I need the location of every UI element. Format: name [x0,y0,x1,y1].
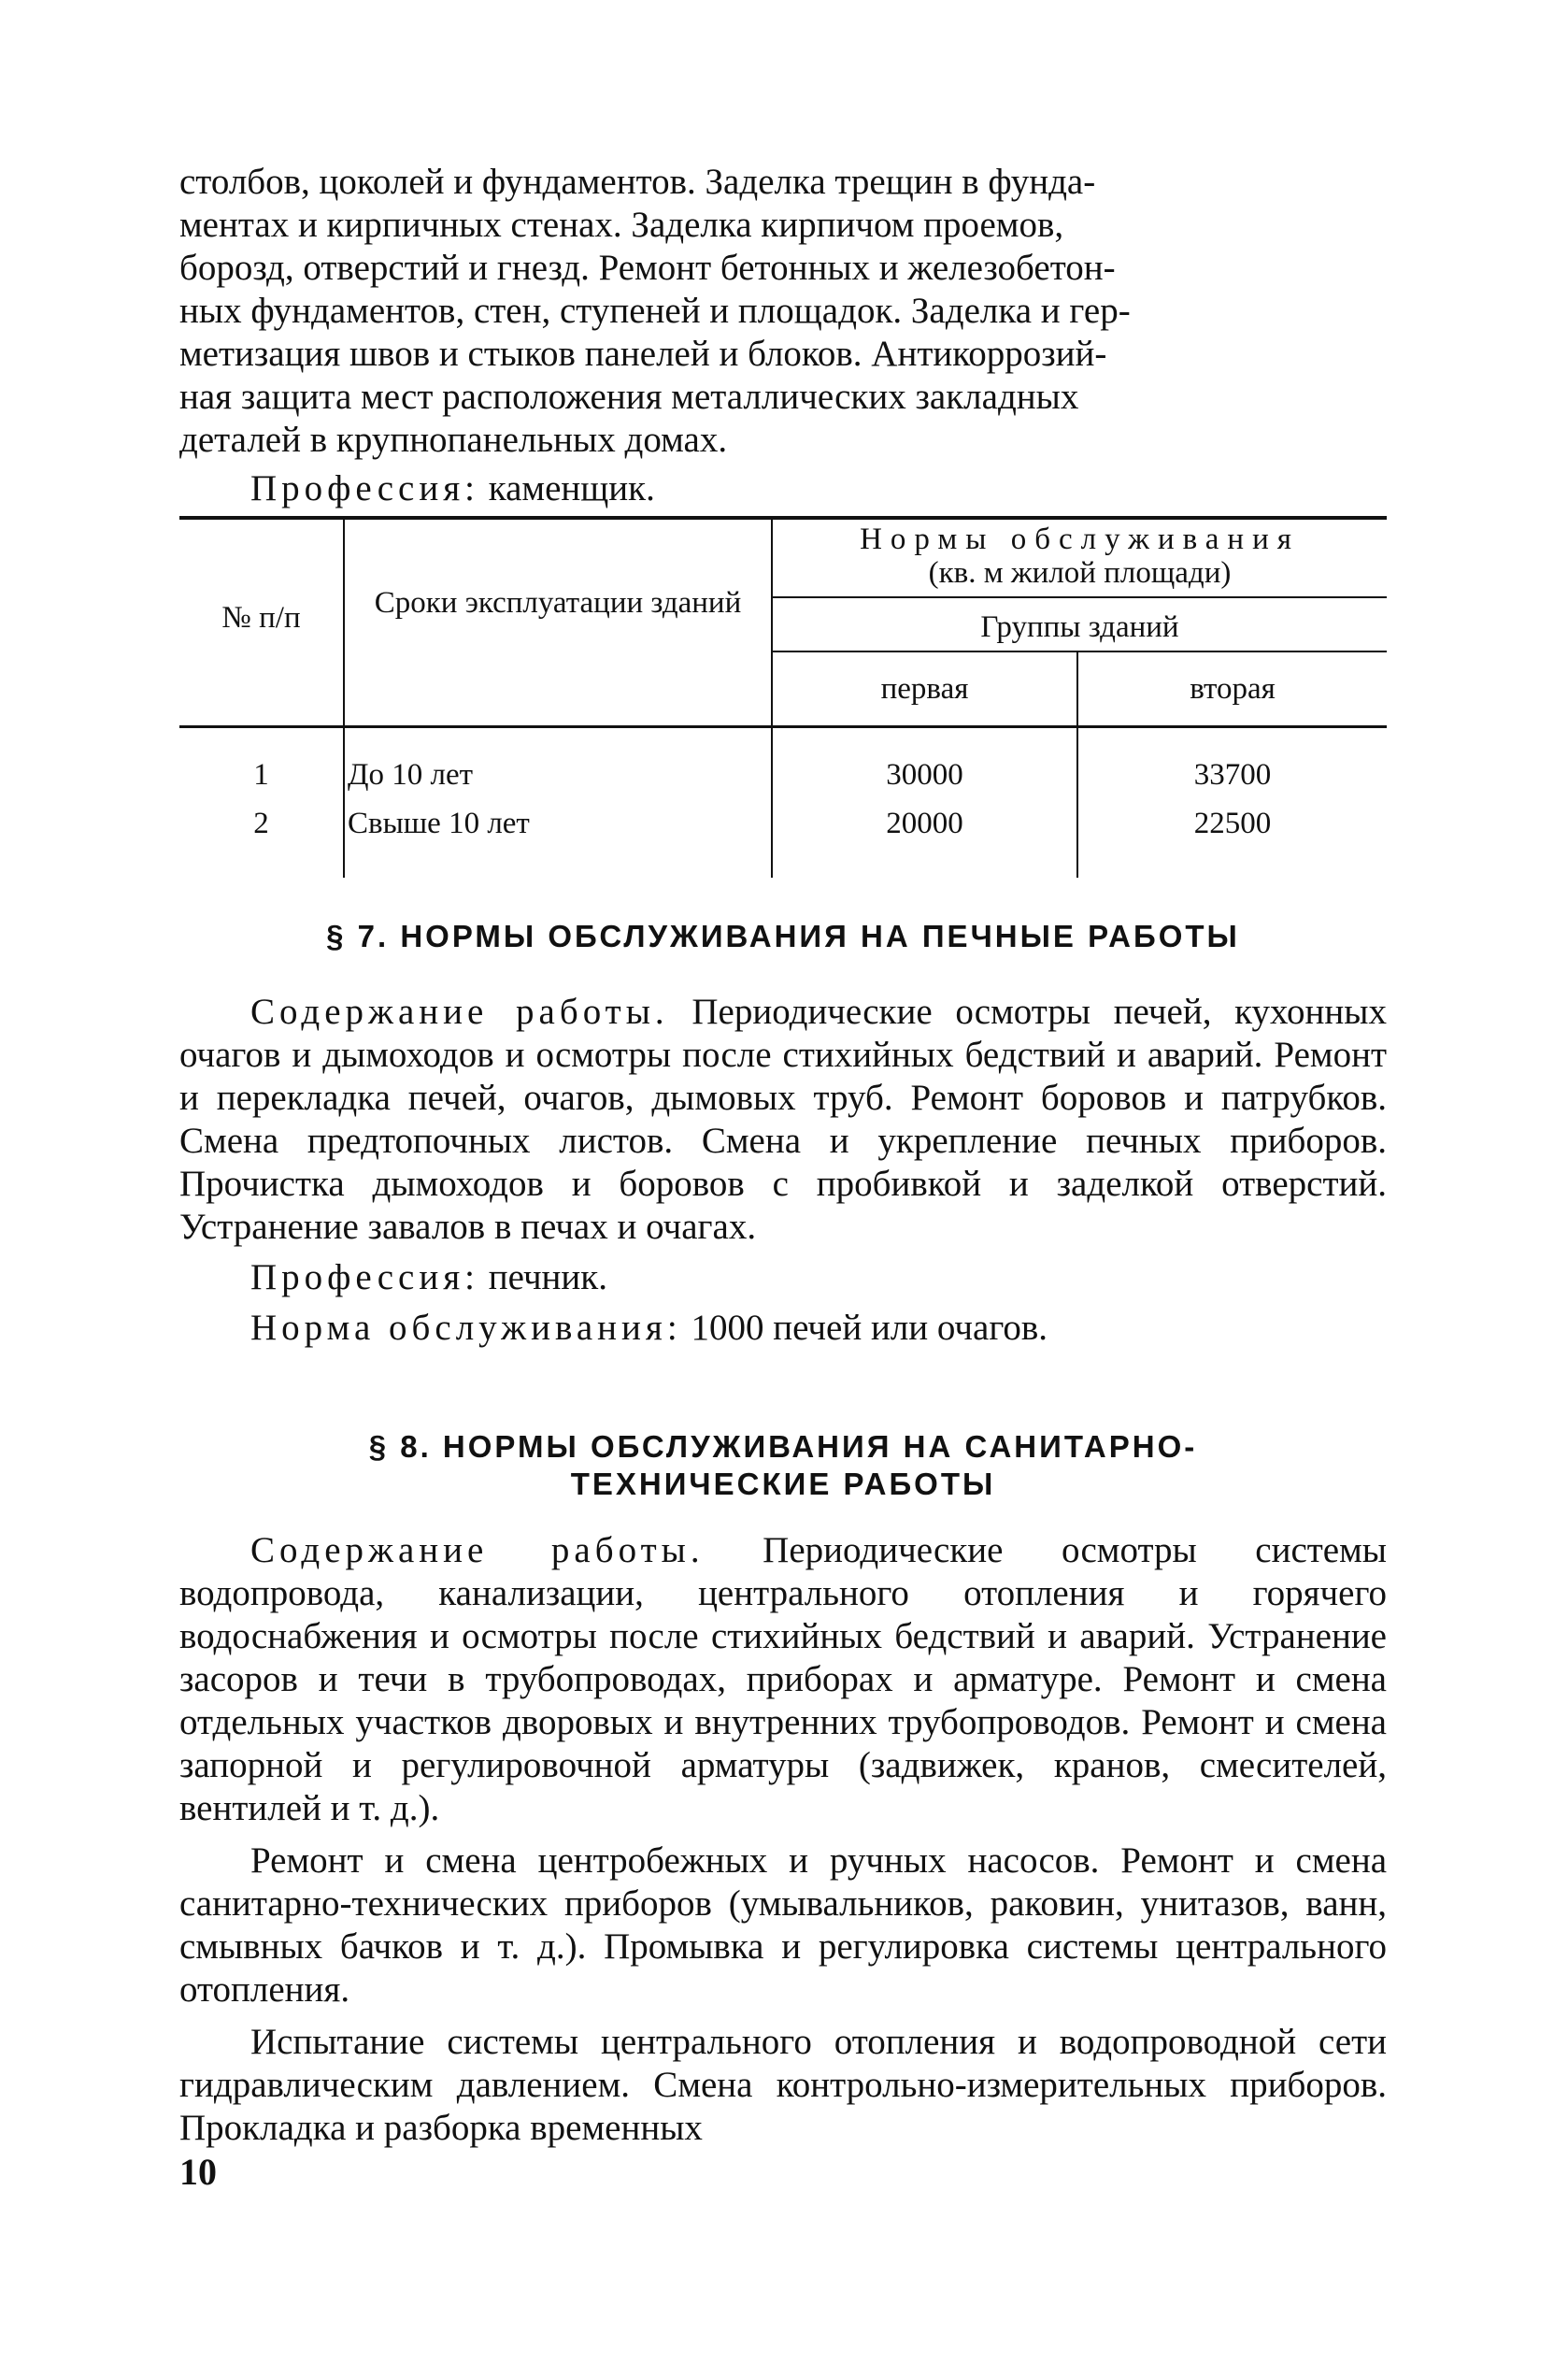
section-7-norm [179,1307,1387,1350]
intro-line: ная защита мест расположения металлических закладных [179,377,1079,417]
row-second: 33700 [1193,758,1272,792]
table-top-rule [179,516,1387,520]
intro-line: деталей в крупнопанельных домах. [179,420,728,460]
row-term: Свыше 10 лет [348,807,530,840]
header-norms-units: (кв. м жилой площади) [928,556,1232,590]
section-7-title: § 7. НОРМЫ ОБСЛУЖИВАНИЯ НА ПЕЧНЫЕ РАБОТЫ [326,919,1240,953]
table-vrule [771,728,773,878]
section-8-title-cont: ТЕХНИЧЕСКИЕ РАБОТЫ [570,1467,996,1501]
content-label: Содержание работы. [250,1530,705,1570]
content-label: Содержание работы. [250,992,669,1032]
header-norms: Нормы обслуживания [860,523,1300,556]
norm-value: 1000 печей или очагов. [691,1308,1048,1348]
section-8-title: § 8. НОРМЫ ОБСЛУЖИВАНИЯ НА САНИТАРНО- [368,1429,1198,1464]
header-terms: Сроки эксплуатации зданий [374,586,742,620]
table-groups-rule [771,651,1387,652]
header-second: вторая [1190,672,1276,706]
content-text: Периодические осмотры системы водопровода, канализации, центрального отопления и горячего водоснабжения и осмотры после стихийных бедствий и аварий. Устранение засоров и течи в трубопроводах, приборах и арматуре. Ремонт и смена отдельных участков дворовых и внутренних трубопроводов. Ремонт и смена запорной и регулировочной арматуры (задвижек, кранов, смесителей, вентилей и т. д.). [179,1530,1388,1828]
intro-paragraph [179,161,1387,510]
row-term: До 10 лет [348,758,474,792]
section-8-paragraph: Ремонт и смена центробежных и ручных насосов. Ремонт и смена санитарно-технических приборов (умывальников, раковин, унитазов, ванн, смывных бачков и т. д.). Промывка и регулировка системы центрального отопления. [179,1840,1387,2010]
row-num: 1 [253,758,269,792]
intro-line: борозд, отверстий и гнезд. Ремонт бетонных и железобетон- [179,248,1116,288]
profession-label: Профессия: [250,1257,479,1297]
table-header-rule [179,725,1387,728]
page-number: 10 [179,2151,217,2193]
table-vrule [343,728,345,878]
section-8-content [179,1529,1387,1830]
header-first: первая [880,672,969,706]
row-first: 30000 [886,758,963,792]
row-num: 2 [253,807,269,840]
section-8-paragraph: Испытание системы центрального отопления и водопроводной сети гидравлическим давлением. Смена контрольно-измерительных приборов. Прокладка и разборка временных [179,2022,1387,2148]
intro-line: ментах и кирпичных стенах. Заделка кирпичом проемов, [179,205,1064,245]
section-7 [179,918,1387,1350]
section-7-profession [179,1256,1387,1299]
row-first: 20000 [886,807,963,840]
profession-value: каменщик. [488,468,655,508]
section-8 [179,1428,1387,2150]
content-text: Периодические осмотры печей, кухонных очагов и дымоходов и осмотры после стихийных бедствий и аварий. Ремонт и перекладка печей, очагов, дымовых труб. Ремонт боровов и патрубков. Смена предтопочных листов. Смена и укрепление печных приборов. Прочистка дымоходов и боровов с пробивкой и заделкой отверстий. Устранение завалов в печах и очагах. [179,992,1387,1247]
intro-line: столбов, цоколей и фундаментов. Заделка трещин в фунда- [179,162,1096,202]
header-groups: Группы зданий [980,610,1179,644]
header-num: № п/п [221,601,301,635]
norm-label: Норма обслуживания: [250,1308,682,1348]
profession-label: Профессия: [250,468,479,508]
table-vrule [343,520,345,725]
section-7-content [179,991,1387,1249]
profession-value: печник. [488,1257,607,1297]
norms-table [179,516,1387,882]
intro-line: ных фундаментов, стен, ступеней и площадок. Заделка и гер- [179,291,1131,331]
intro-profession [179,467,1387,510]
table-vrule [1076,728,1078,878]
intro-line: метизация швов и стыков панелей и блоков. Антикоррозий- [179,334,1107,374]
row-second: 22500 [1193,807,1272,840]
table-norms-rule [771,596,1387,598]
